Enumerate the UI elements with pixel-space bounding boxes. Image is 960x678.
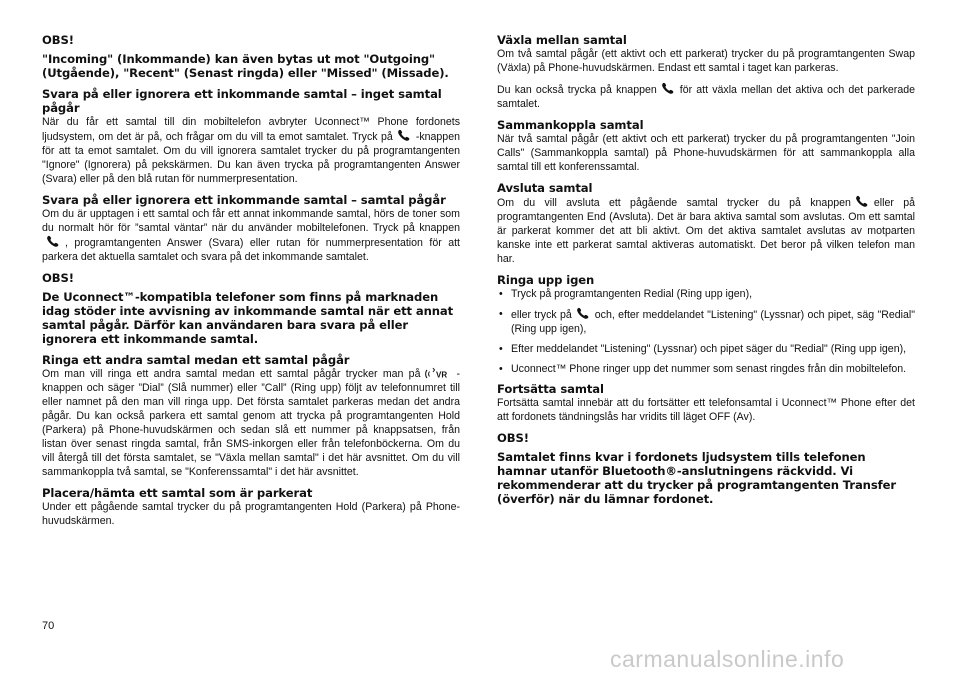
left-column bbox=[42, 33, 460, 535]
section-text: Fortsätta samtal innebär att du fortsätter ett telefonsamtal i Uconnect™ Phone efter det att fordonets tändningslås har vridits till läget OFF (Av). bbox=[497, 397, 915, 423]
note-text: "Incoming" (Inkommande) kan även bytas ut mot "Outgoing" (Utgående), "Recent" (Senast ringda) eller "Missed" (Missade). bbox=[42, 52, 449, 80]
note-label: OBS! bbox=[42, 33, 74, 47]
section-text: Om du vill avsluta ett pågående samtal trycker du på knappen eller på programtangenten End (Avsluta). Det är bara aktiva samtal som avslutas. Om ett samtal är parkerat kommer det att bli aktivt. Om det aktiva samtalet avslutas av motparten kanske inte ett parkerat samtal aktiveras automatiskt. Det beror på vilken telefon man har. bbox=[497, 197, 915, 265]
right-column bbox=[497, 33, 915, 513]
section-heading: Ringa ett andra samtal medan ett samtal pågår bbox=[42, 353, 350, 367]
note-label: OBS! bbox=[42, 271, 74, 285]
section-heading: Ringa upp igen bbox=[497, 273, 595, 287]
vr-label: VR bbox=[436, 370, 448, 379]
watermark: carmanualsonline.info bbox=[610, 646, 845, 672]
phone-pickup-icon bbox=[576, 307, 591, 319]
list-item: • Tryck på programtangenten Redial (Ring upp igen), bbox=[497, 287, 915, 301]
phone-pickup-icon bbox=[397, 129, 412, 141]
section-text: Om man vill ringa ett andra samtal medan ett samtal pågår trycker man på VR -knappen och säger ”Dial” (Slå nummer) eller ”Call” (Ring upp) följt av telefonnumret till eller namnet på den man vill ringa upp. Det första samtalet parkeras medan det andra pågår. Du kan också parkera ett samtal genom att trycka på programtangenten Hold (Parkera) på Phone-huvudskärmen och sedan slå ett nummer på knappsatsen, från listan över senast ringda samtal, från SMS-inkorgen eller från telefonböckerna. Om du vill återgå till det första samtalet, se "Växla mellan samtal" i det här avsnittet. Om du vill sammankoppla två samtal, se "Konferenssamtal" i det här avsnittet. bbox=[42, 368, 460, 478]
section-text: Om du är upptagen i ett samtal och får ett annat inkommande samtal, hörs de toner som du normalt hör för ”samtal väntar” när du använder mobiltelefonen. Tryck på knappen, programtangenten Answer (Svara) eller rutan för nummerpresentation för att parkera det aktuella samtalet och svara på det inkommande samtalet. bbox=[42, 208, 460, 263]
section-heading: Svara på eller ignorera ett inkommande samtal – samtal pågår bbox=[42, 193, 446, 207]
section-text: Under ett pågående samtal trycker du på programtangenten Hold (Parkera) på Phone-huvudskärmen. bbox=[42, 501, 460, 527]
section-heading: Sammankoppla samtal bbox=[497, 118, 644, 132]
list-item: • eller tryck på och, efter meddelandet "Listening" (Lyssnar) och pipet, säg "Redial" (Ring upp igen), bbox=[497, 307, 915, 336]
note-text: Samtalet finns kvar i fordonets ljudsystem tills telefonen hamnar utanför Bluetooth®-anslutningens räckvidd. Vi rekommenderar att du trycker på programtangenten Transfer (överför) när du lämnar fordonet. bbox=[497, 450, 896, 506]
list-item: • Uconnect™ Phone ringer upp det nummer som senast ringdes från din mobiltelefon. bbox=[497, 362, 915, 376]
section-text: Du kan också trycka på knappen för att växla mellan det aktiva och det parkerade samtalet. bbox=[497, 84, 915, 110]
phone-pickup-icon bbox=[661, 82, 676, 94]
section-heading: Fortsätta samtal bbox=[497, 382, 604, 396]
section-text: Om två samtal pågår (ett aktivt och ett parkerat) trycker du på programtangenten Swap (Växla) på Phone-huvudskärmen. Endast ett samtal i taget kan parkeras. bbox=[497, 48, 915, 74]
section-text: När du får ett samtal till din mobiltelefon avbryter Uconnect™ Phone fordonets ljudsystem, om det är på, och frågar om du vill ta emot samtalet. Tryck på -knappen för att ta emot samtalet. Om du vill ignorera samtalet trycker du på programtangenten "Ignore" (Ignorera) på pekskärmen. Du kan även trycka på programtangenten Answer (Svara) eller på den blå rutan för nummerpresentation. bbox=[42, 116, 460, 185]
phone-hangup-icon bbox=[855, 195, 870, 207]
list-item: • Efter meddelandet "Listening" (Lyssnar) och pipet säger du "Redial" (Ring upp igen), bbox=[497, 342, 915, 356]
section-text: När två samtal pågår (ett aktivt och ett parkerat) trycker du på programtangenten "Join Calls" (Sammankoppla samtal) på Phone-huvudskärmen för att sammankoppla alla samtal till ett konferenssamtal. bbox=[497, 133, 915, 173]
section-heading: Växla mellan samtal bbox=[497, 33, 627, 47]
section-heading: Avsluta samtal bbox=[497, 181, 593, 195]
page-number: 70 bbox=[42, 620, 55, 632]
note-label: OBS! bbox=[497, 431, 529, 445]
note-text: De Uconnect™-kompatibla telefoner som finns på marknaden idag stöder inte avvisning av inkommande samtal när ett annat samtal pågår. Därför kan användaren bara svara på eller ignorera ett inkommande samtal. bbox=[42, 290, 454, 346]
section-heading: Placera/hämta ett samtal som är parkerat bbox=[42, 486, 313, 500]
section-heading: Svara på eller ignorera ett inkommande samtal – inget samtal pågår bbox=[42, 87, 442, 115]
voice-recognition-icon bbox=[424, 367, 454, 379]
phone-pickup-icon bbox=[46, 235, 61, 247]
redial-list bbox=[497, 287, 915, 376]
